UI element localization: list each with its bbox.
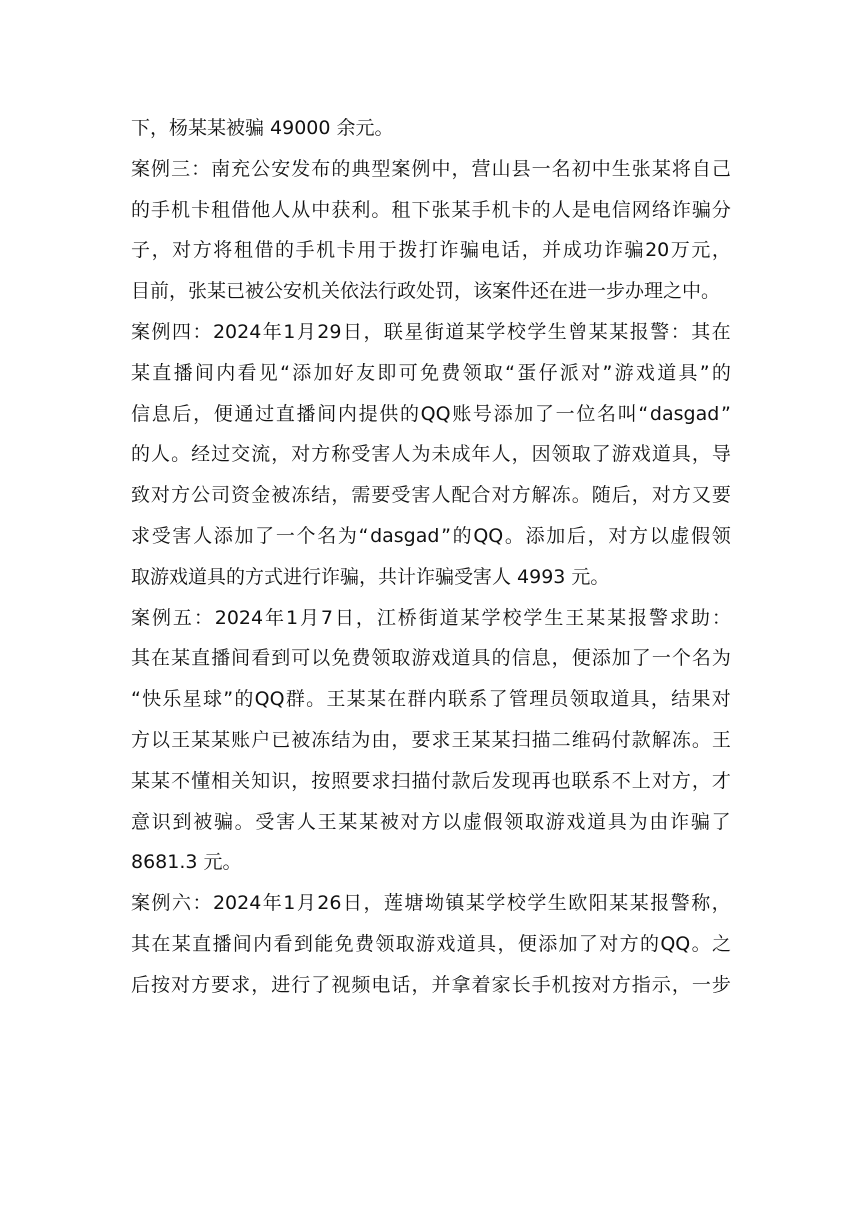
- text-line: 8681.3 元。: [131, 851, 242, 874]
- text-line: 某 直 播 间 内 看 见 “ 添 加 好 友 即 可 免 费 领 取 “ 蛋 仔 派 对 ” 游 戏 道 具 ” 的: [131, 361, 731, 384]
- text-line: 致 对 方 公 司 资 金 被 冻 结 ， 需 要 受 害 人 配 合 对 方 解 冻 。 随 后 ， 对 方 又 要: [131, 484, 731, 507]
- text-line: 其 在 某 直 播 间 内 看 到 能 免 费 领 取 游 戏 道 具 ， 便 添 加 了 对 方 的 QQ 。 之: [131, 932, 731, 955]
- text-line: 后 按 对 方 要 求 ， 进 行 了 视 频 电 话 ， 并 拿 着 家 长 手 机 按 对 方 指 示 ， 一 步: [131, 973, 731, 996]
- text-line: 案 例 三 ： 南 充 公 安 发 布 的 典 型 案 例 中 ， 营 山 县 一 名 初 中 生 张 某 将 自 己: [131, 157, 731, 180]
- text-line: 意 识 到 被 骗 。 受 害 人 王 某 某 被 对 方 以 虚 假 领 取 游 戏 道 具 为 由 诈 骗 了: [131, 810, 731, 833]
- text-line: 方 以 王 某 某 账 户 已 被 冻 结 为 由 ， 要 求 王 某 某 扫 描 二 维 码 付 款 解 冻 。 王: [131, 728, 731, 751]
- text-line: 目前，张某已被公安机关依法行政处罚，该案件还在进一步办理之中。: [131, 280, 721, 303]
- text-line: 下，杨某某被骗 49000 余元。: [131, 117, 394, 139]
- text-line: 信 息 后 ， 便 通 过 直 播 间 内 提 供 的 QQ 账 号 添 加 了 一 位 名 叫 “ dasgad ”: [131, 402, 731, 425]
- text-line: 某 某 不 懂 相 关 知 识 ， 按 照 要 求 扫 描 付 款 后 发 现 再 也 联 系 不 上 对 方 ， 才: [131, 769, 731, 792]
- text-line: 取游戏道具的方式进行诈骗，共计诈骗受害人 4993 元。: [131, 565, 610, 588]
- text-line: 案 例 六 ： 2024 年 1 月 26 日 ， 莲 塘 坳 镇 某 学 校 学 生 欧 阳 某 某 报 警 称 ，: [131, 892, 731, 915]
- text-line: 求 受 害 人 添 加 了 一 个 名 为 “ dasgad ” 的 QQ 。 添 加 后 ， 对 方 以 虚 假 领: [131, 524, 731, 547]
- text-line: 子 ， 对 方 将 租 借 的 手 机 卡 用 于 拨 打 诈 骗 电 话 ， 并 成 功 诈 骗 20 万 元 ，: [131, 239, 731, 262]
- text-line: 的 人 。 经 过 交 流 ， 对 方 称 受 害 人 为 未 成 年 人 ， 因 领 取 了 游 戏 道 具 ， 导: [131, 443, 731, 466]
- text-line: 的 手 机 卡 租 借 他 人 从 中 获 利 。 租 下 张 某 手 机 卡 的 人 是 电 信 网 络 诈 骗 分: [131, 198, 731, 221]
- text-line: 案 例 四 ： 2024 年 1 月 29 日 ， 联 星 街 道 某 学 校 学 生 曾 某 某 报 警 ： 其 在: [131, 320, 731, 343]
- text-line: 其 在 某 直 播 间 看 到 可 以 免 费 领 取 游 戏 道 具 的 信 息 ， 便 添 加 了 一 个 名 为: [131, 647, 731, 670]
- text-line: “ 快 乐 星 球 ” 的 QQ 群 。 王 某 某 在 群 内 联 系 了 管 理 员 领 取 道 具 ， 结 果 对: [131, 688, 731, 711]
- text-line: 案 例 五 ： 2024 年 1 月 7 日 ， 江 桥 街 道 某 学 校 学 生 王 某 某 报 警 求 助 ：: [131, 606, 731, 629]
- document-body: [131, 108, 731, 1006]
